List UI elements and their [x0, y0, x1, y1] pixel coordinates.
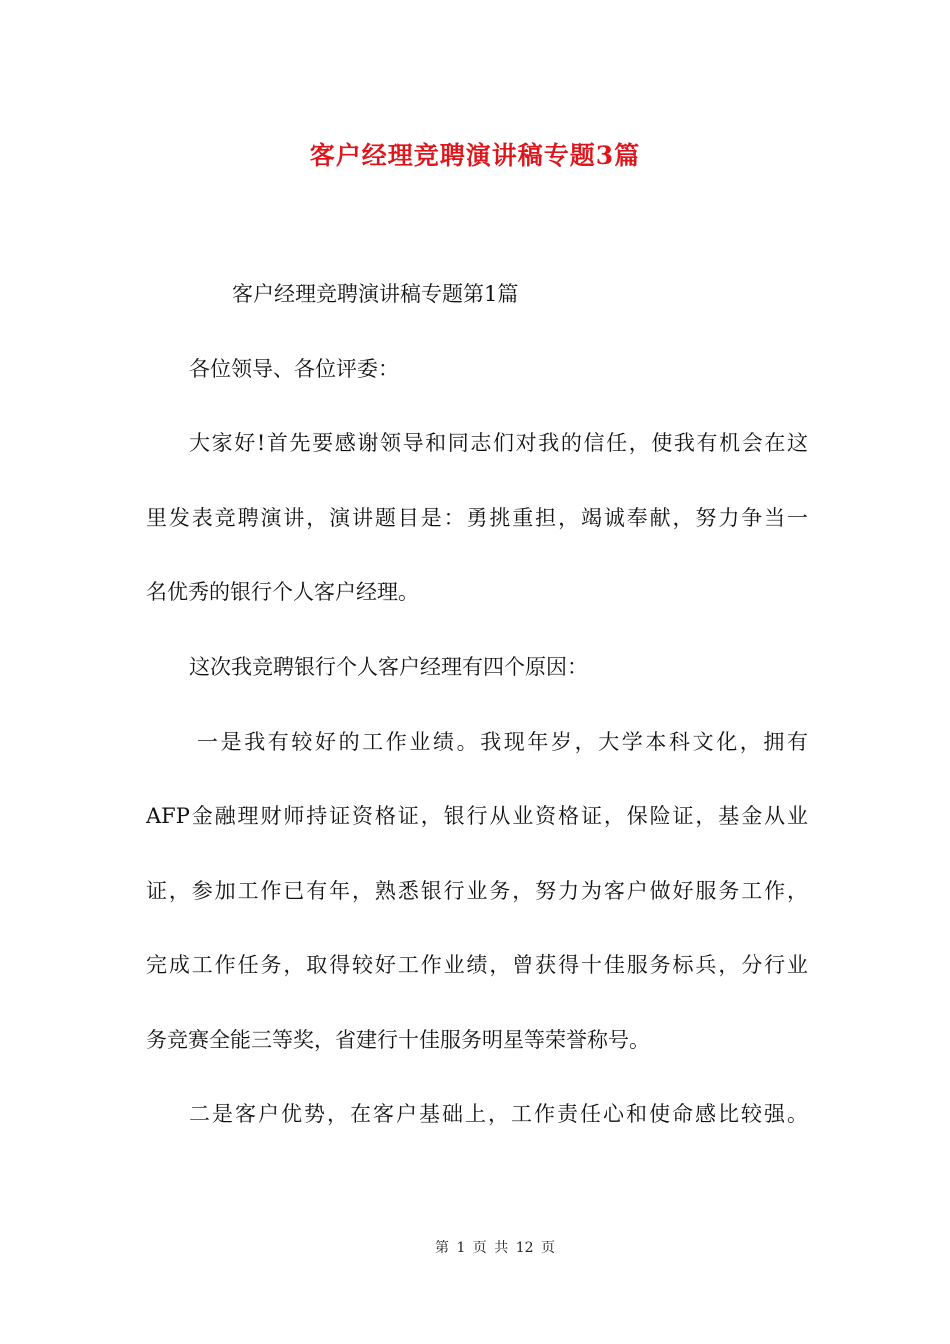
paragraph-line: 二是客户优势，在客户基础上，工作责任心和使命感比较强。 — [189, 1102, 808, 1126]
paragraph-line: 完成工作任务，取得较好工作业绩，曾获得十佳服务标兵，分行业 — [146, 953, 808, 977]
paragraph-line: 这次我竞聘银行个人客户经理有四个原因： — [189, 655, 588, 679]
paragraph-line: AFP金融理财师持证资格证，银行从业资格证，保险证，基金从业 — [146, 804, 808, 828]
paragraph-line: 务竞赛全能三等奖，省建行十佳服务明星等荣誉称号。 — [146, 1028, 650, 1052]
paragraph-line: 名优秀的银行个人客户经理。 — [146, 580, 419, 604]
section-heading: 客户经理竞聘演讲稿专题第1篇 — [232, 282, 519, 306]
paragraph-line: 里发表竞聘演讲，演讲题目是：勇挑重担，竭诚奉献，努力争当一 — [146, 506, 808, 530]
paragraph-line: 一是我有较好的工作业绩。我现年岁，大学本科文化，拥有 — [197, 730, 808, 754]
paragraph-line: 证，参加工作已有年，熟悉银行业务，努力为客户做好服务工作， — [146, 879, 808, 903]
paragraph-line: 大家好!首先要感谢领导和同志们对我的信任，使我有机会在这 — [189, 431, 808, 455]
salutation: 各位领导、各位评委： — [189, 357, 399, 381]
page-number-footer: 第 1 页 共 12 页 — [435, 1240, 555, 1256]
document-title: 客户经理竞聘演讲稿专题3篇 — [309, 141, 641, 170]
